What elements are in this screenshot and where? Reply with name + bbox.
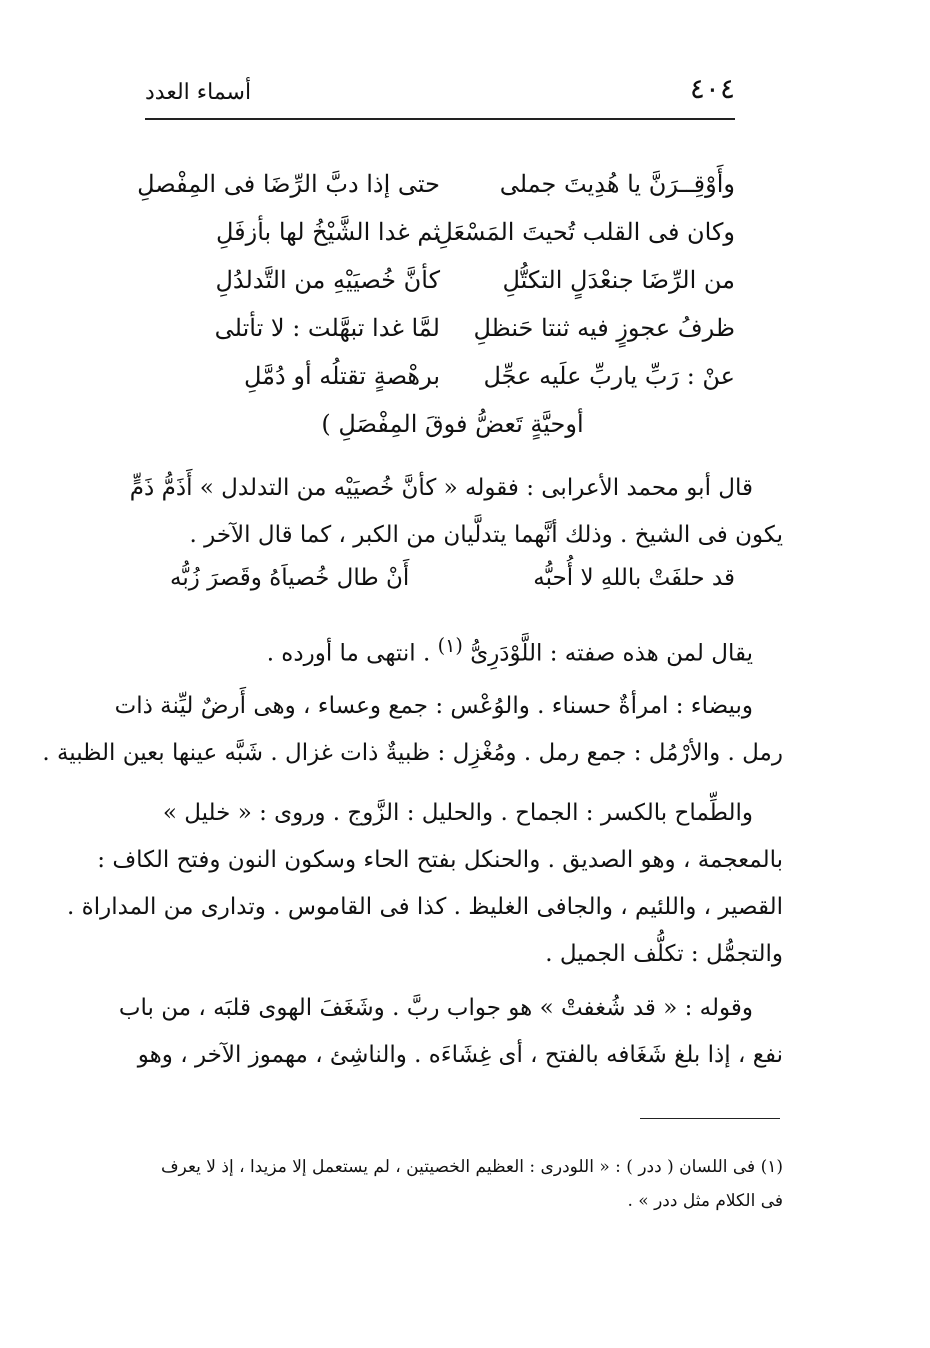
para2-text: يقال لمن هذه صفته : اللَّوْدَرِىُّ xyxy=(470,640,753,667)
text-line: وبيضاء : امرأةٌ حسناء . والوُعْس : جمع وعساء ، وهى أَرضٌ ليِّنة ذات xyxy=(114,693,753,719)
verse-line xyxy=(170,314,735,362)
footnote xyxy=(145,1150,783,1218)
text-line: وقوله : « قد شُغفتْ » هو جواب ربَّ . وشَغَفَ الهوى قلبَه ، من باب xyxy=(118,995,753,1021)
text-line: والطِّماح بالكسر : الجماح . والحليل : الزَّوج . وروى : « خليل » xyxy=(162,800,753,826)
commentary-paragraph-1 xyxy=(129,465,783,559)
running-title: أسماء العدد xyxy=(145,80,252,105)
verse-hemistich-second: حتى إذا دبَّ الرِّضَا فى المِفْصلِ xyxy=(137,170,440,198)
verse-hemistich-first: وأَوْقِــرَنَّ يا هُدِيتَ جملى xyxy=(499,170,735,198)
page-number: ٤٠٤ xyxy=(689,72,735,105)
quoted-verse-first: قد حلفَتْ باللهِ لا أُحبُّه xyxy=(533,565,735,591)
verse-hemistich-second: ثم غدا الشَّيْخُ لها بأزفَلِ xyxy=(215,218,440,246)
verse-line xyxy=(137,170,735,218)
page-header xyxy=(145,70,735,120)
text-line xyxy=(145,622,783,678)
text-line: رمل . والأرْمُل : جمع رمل . ومُغْزِل : ظبيةٌ ذات غزال . شَبَّه عينها بعين الظبية . xyxy=(42,740,783,766)
text-line: القصير ، واللئيم ، والجافى الغليظ . كذا فى القاموس . وتدارى من المداراة . xyxy=(67,894,783,920)
verse-hemistich-second: برهْصةٍ تقتلُه أو دُمَّلِ xyxy=(244,362,440,390)
text-line: قال أبو محمد الأعرابى : فقوله « كأنَّ خُصيَيْه من التدلدل » أَذَمُّ ذَمٍّ xyxy=(129,475,753,501)
verse-hemistich-second: لمَّا غدا تبهَّلت : لا تأتلى xyxy=(214,314,440,342)
verse-hemistich-first: عنْ : رَبِّ ياربِّ علَيه عجِّل xyxy=(483,362,735,390)
para2-rest: . انتهى ما أورده . xyxy=(266,640,431,667)
verse-line xyxy=(170,362,735,410)
verse-hemistich-first: وكان فى القلب تُحيتَ المَسْعَلِ xyxy=(435,218,735,246)
commentary-paragraph-2 xyxy=(145,622,783,678)
quoted-verse-second: أَنْ طال خُصياَهُ وقَصرَ زُبُّه xyxy=(170,565,410,591)
poem-block xyxy=(137,170,735,458)
verse-final-line: أوحيَّةٍ تَعضُّ فوقَ المِفْصَلِ ) xyxy=(321,410,584,438)
commentary-paragraph-5 xyxy=(118,985,783,1079)
verse-line xyxy=(170,266,735,314)
verse-hemistich-second: كأنَّ خُصيَيْهِ من التَّدلدُلِ xyxy=(215,266,440,294)
commentary-paragraph-3 xyxy=(42,683,783,777)
quoted-verse xyxy=(170,565,735,613)
text-line: يكون فى الشيخ . وذلك أنَّهما يتدلَّيان من الكبر ، كما قال الآخر . xyxy=(189,522,783,548)
text-line: بالمعجمة ، وهو الصديق . والحنكل بفتح الحاء وسكون النون وفتح الكاف : xyxy=(97,847,783,873)
footnote-marker[interactable]: (١) xyxy=(437,634,463,657)
verse-hemistich-first: من الرِّضَا جنعْدَلٍ التكتُّلِ xyxy=(502,266,735,294)
footnote-line: (١) فى اللسان ( ددر ) : « اللودرى : العظيم الخصيتين ، لم يستعمل إلا مزيدا ، إذ لا يعرف xyxy=(160,1157,783,1177)
commentary-paragraph-4 xyxy=(67,790,783,978)
verse-hemistich-first: ظرفُ عجوزٍ فيه ثنتا حَنظلِ xyxy=(473,314,735,342)
footnote-divider xyxy=(640,1118,780,1119)
text-line: نفع ، إذا بلغ شَغَافه بالفتح ، أى غِشَاءَه . والناشِئ ، مهموز الآخر ، وهو xyxy=(137,1042,783,1068)
footnote-line: فى الكلام مثل ددر » . xyxy=(627,1191,783,1211)
text-line: والتجمُّل : تكلُّف الجميل . xyxy=(545,941,783,967)
verse-line xyxy=(170,218,735,266)
